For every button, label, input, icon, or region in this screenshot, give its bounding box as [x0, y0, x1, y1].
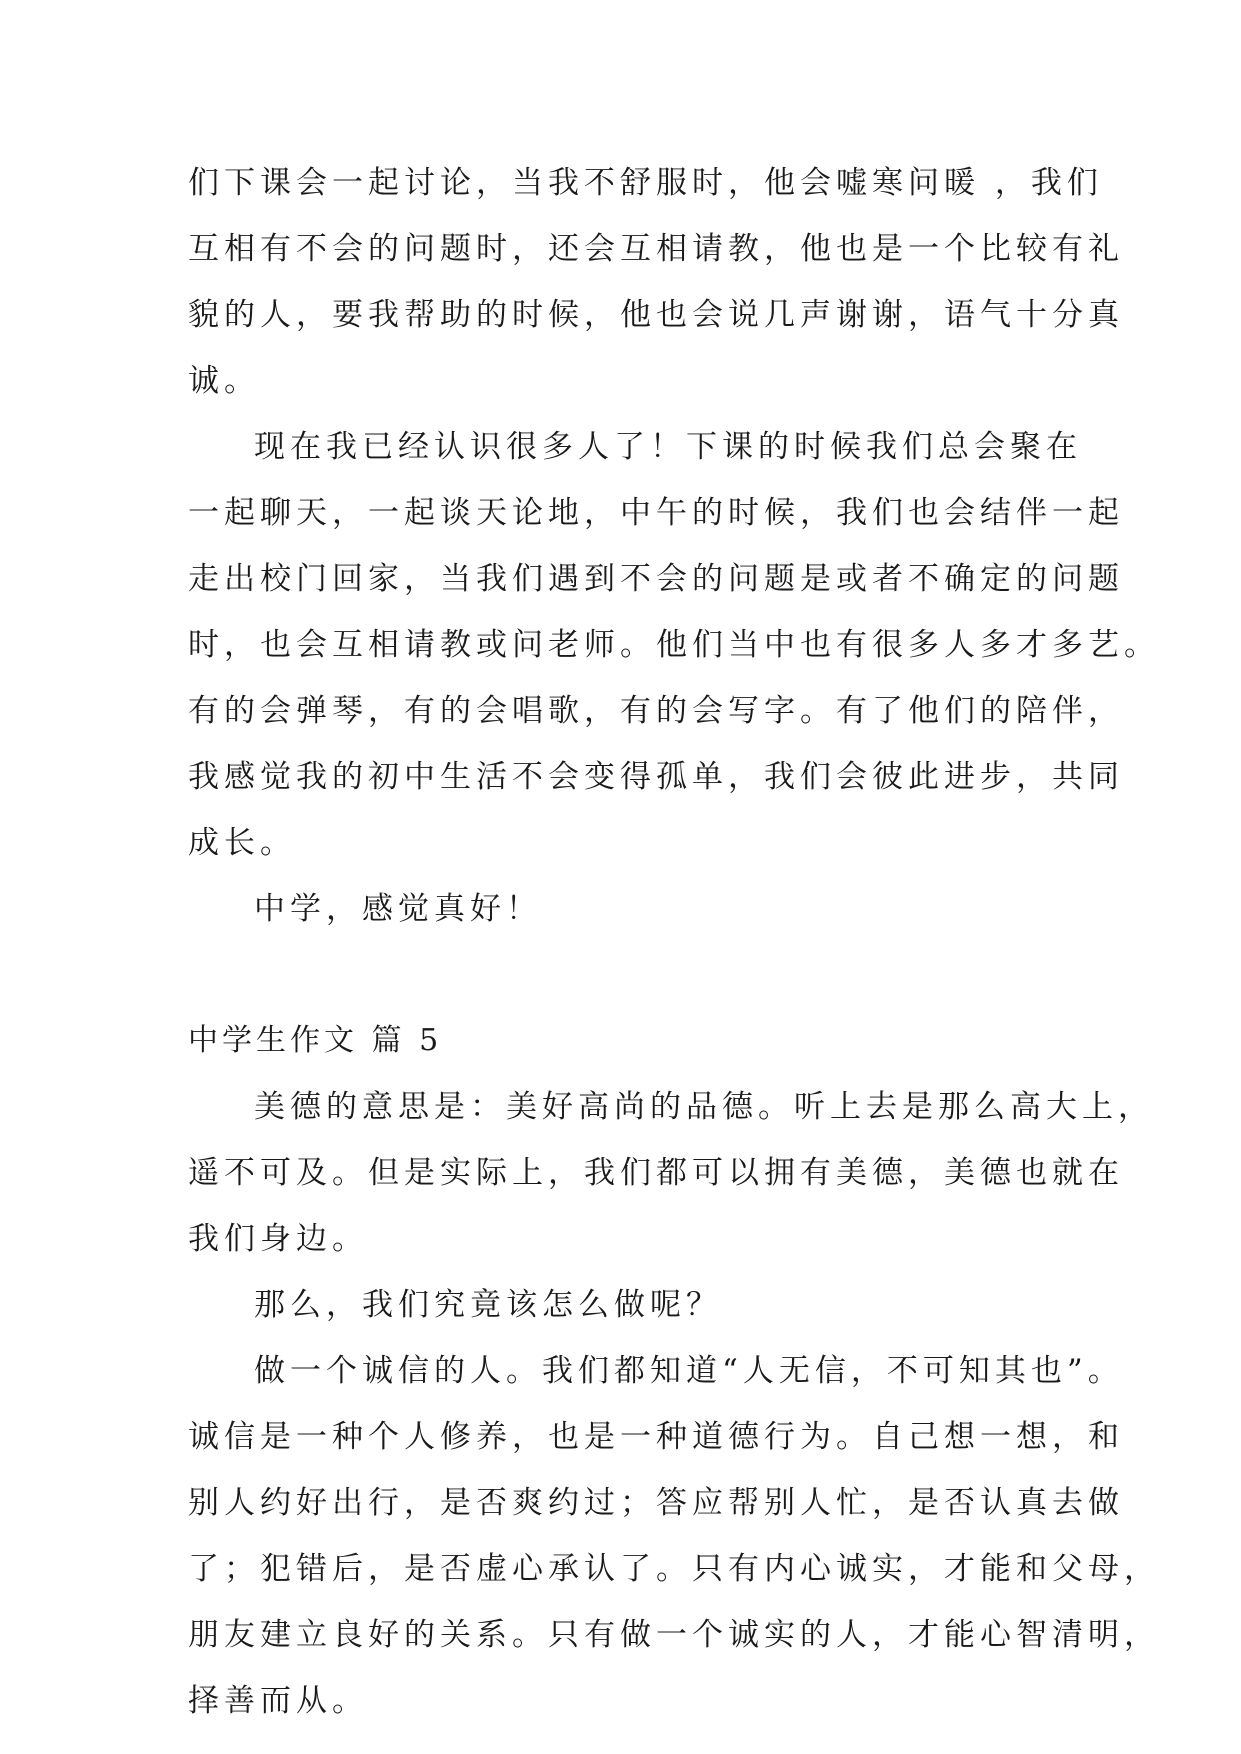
- text-line: 我感觉我的初中生活不会变得孤单，我们会彼此进步，共同: [188, 759, 1124, 795]
- text-line: 们下课会一起讨论，当我不舒服时，他会嘘寒问暖 ，我们: [188, 165, 1103, 201]
- text-line: 中学，感觉真好！: [254, 891, 542, 927]
- text-line: 诚信是一种个人修养，也是一种道德行为。自己想一想，和: [188, 1419, 1124, 1455]
- section-spacer: [188, 942, 1058, 1008]
- text-line: 时，也会互相请教或问老师。他们当中也有很多人多才多艺。: [188, 627, 1160, 663]
- text-line: 了；犯错后，是否虚心承认了。只有内心诚实，才能和父母，: [188, 1551, 1160, 1587]
- text-line: 貌的人，要我帮助的时候，他也会说几声谢谢，语气十分真: [188, 297, 1124, 333]
- paragraph-virtue-intro: [188, 1074, 1154, 1272]
- paragraph-question: [188, 1272, 1058, 1338]
- text-line: 别人约好出行，是否爽约过；答应帮别人忙，是否认真去做: [188, 1485, 1124, 1521]
- text-line: 做一个诚信的人。我们都知道“人无信，不可知其也”。: [254, 1353, 1124, 1389]
- section-heading: 中学生作文 篇 5: [188, 1023, 443, 1058]
- document-body: [188, 150, 1160, 1734]
- text-line: 朋友建立良好的关系。只有做一个诚实的人，才能心智清明，: [188, 1617, 1160, 1653]
- text-line: 走出校门回家，当我们遇到不会的问题是或者不确定的问题: [188, 561, 1124, 597]
- text-line: 有的会弹琴，有的会唱歌，有的会写字。有了他们的陪伴，: [188, 693, 1124, 729]
- text-line: 成长。: [188, 825, 296, 861]
- paragraph-honesty: [188, 1338, 1160, 1734]
- text-line: 互相有不会的问题时，还会互相请教，他也是一个比较有礼: [188, 231, 1124, 267]
- text-line: 美德的意思是：美好高尚的品德。听上去是那么高大上，: [254, 1089, 1154, 1125]
- text-line: 一起聊天，一起谈天论地，中午的时候，我们也会结伴一起: [188, 495, 1124, 531]
- text-line: 遥不可及。但是实际上，我们都可以拥有美德，美德也就在: [188, 1155, 1124, 1191]
- paragraph-continued: [188, 150, 1124, 414]
- text-line: 我们身边。: [188, 1221, 368, 1257]
- text-line: 那么，我们究竟该怎么做呢？: [254, 1287, 722, 1323]
- text-line: 择善而从。: [188, 1683, 368, 1719]
- text-line: 现在我已经认识很多人了！下课的时候我们总会聚在: [254, 429, 1082, 465]
- paragraph-conclusion: [188, 876, 1058, 942]
- text-line: 诚。: [188, 363, 260, 399]
- paragraph-friends: [188, 414, 1160, 876]
